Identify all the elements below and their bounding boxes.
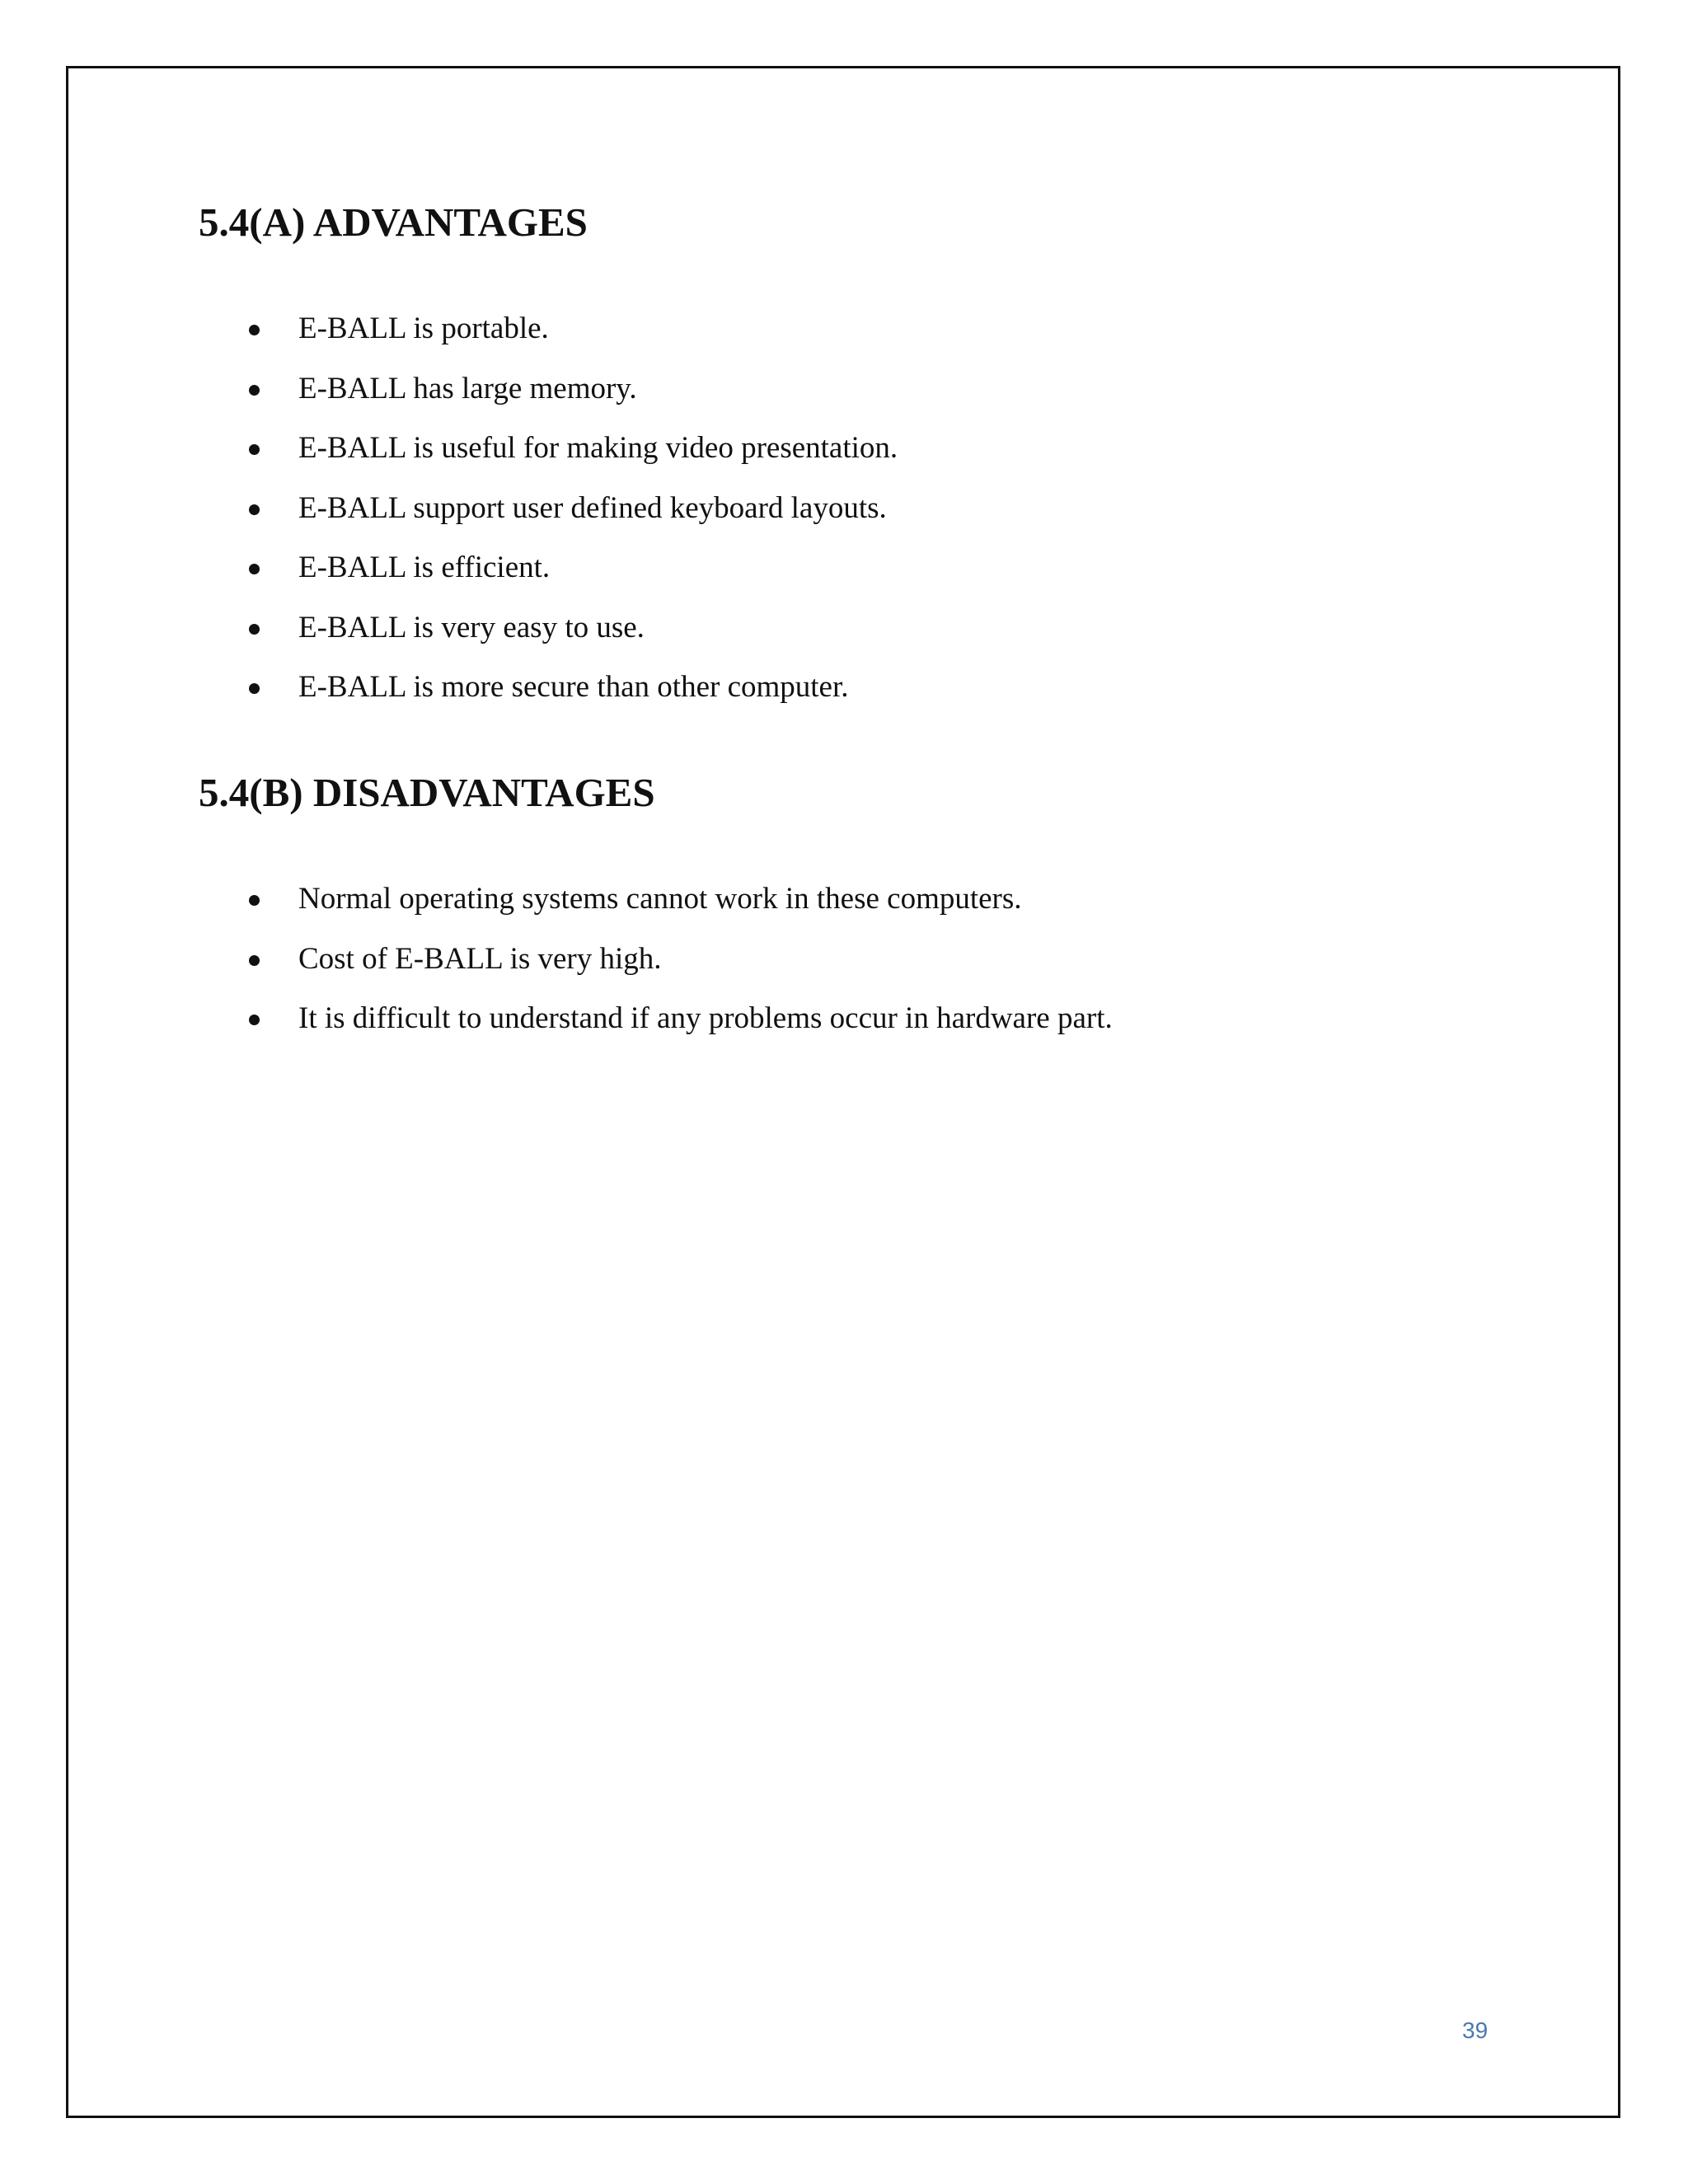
list-item-text: E-BALL is efficient. — [298, 551, 551, 584]
advantages-list — [247, 313, 898, 732]
list-item-text: E-BALL is useful for making video presentation. — [298, 431, 898, 465]
list-item-text: Normal operating systems cannot work in these computers. — [298, 882, 1022, 916]
list-item — [247, 883, 1113, 944]
list-item — [247, 373, 898, 434]
list-item-text: Cost of E-BALL is very high. — [298, 941, 662, 976]
list-item — [247, 612, 898, 673]
list-item-text: E-BALL is portable. — [298, 312, 549, 345]
bullet-icon — [249, 683, 260, 694]
list-item — [247, 672, 898, 732]
list-item — [247, 552, 898, 612]
advantages-heading: 5.4(A) ADVANTAGES — [199, 199, 588, 245]
page-number: 39 — [1462, 2018, 1489, 2043]
bullet-icon — [249, 385, 260, 396]
list-item — [247, 433, 898, 493]
list-item-text: E-BALL is more secure than other computer. — [298, 670, 849, 704]
disadvantages-list — [247, 883, 1113, 1063]
bullet-icon — [249, 444, 260, 455]
list-item-text: E-BALL is very easy to use. — [298, 610, 645, 644]
list-item — [247, 1003, 1113, 1063]
list-item-text: It is difficult to understand if any problems occur in hardware part. — [298, 1001, 1113, 1035]
bullet-icon — [249, 325, 260, 335]
disadvantages-heading: 5.4(B) DISADVANTAGES — [199, 770, 655, 815]
bullet-icon — [249, 1015, 260, 1025]
list-item — [247, 941, 1113, 1004]
list-item-text: E-BALL has large memory. — [298, 371, 637, 405]
bullet-icon — [249, 895, 260, 906]
list-item-text: E-BALL support user defined keyboard layouts. — [298, 490, 887, 525]
bullet-icon — [249, 564, 260, 574]
list-item — [247, 313, 898, 373]
list-item — [247, 490, 898, 553]
bullet-icon — [249, 624, 260, 635]
bullet-icon — [249, 504, 260, 515]
bullet-icon — [249, 955, 260, 966]
